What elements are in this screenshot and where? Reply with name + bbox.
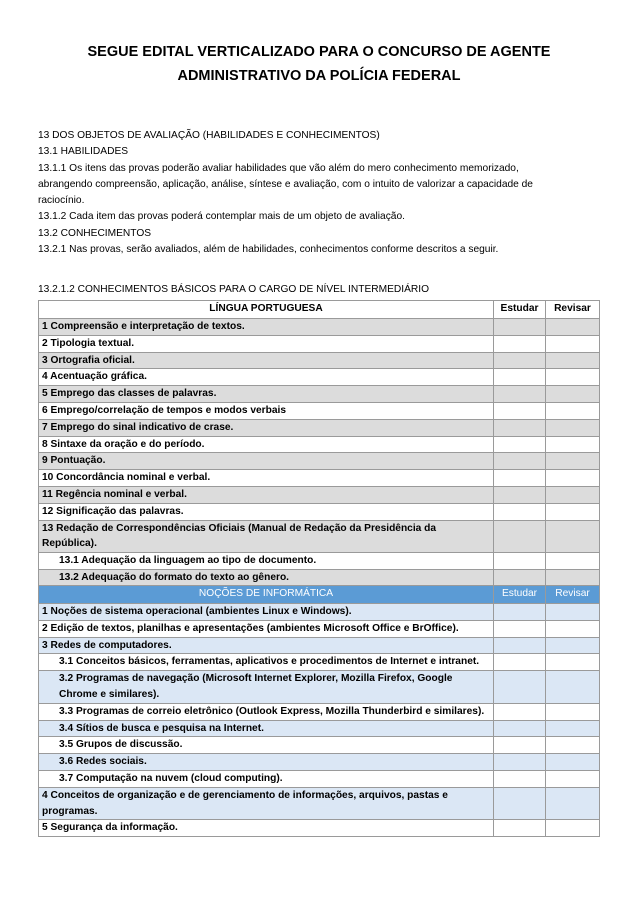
study-checkbox-cell[interactable]	[494, 319, 546, 336]
table-row	[39, 453, 600, 470]
study-checkbox-cell[interactable]	[494, 770, 546, 787]
topic-cell: 5 Emprego das classes de palavras.	[39, 386, 494, 403]
table-row	[39, 470, 600, 487]
review-checkbox-cell[interactable]	[546, 820, 600, 837]
topic-cell: 2 Tipologia textual.	[39, 335, 494, 352]
topic-cell: 10 Concordância nominal e verbal.	[39, 470, 494, 487]
review-checkbox-cell[interactable]	[546, 770, 600, 787]
intro-line: 13.1.1 Os itens das provas poderão avaliar habilidades que vão além do mero conhecimento memorizado,	[38, 162, 519, 174]
intro-line: raciocínio.	[38, 195, 85, 207]
study-checkbox-cell[interactable]	[494, 436, 546, 453]
review-checkbox-cell[interactable]	[546, 520, 600, 553]
study-checkbox-cell[interactable]	[494, 453, 546, 470]
topic-cell: 3 Ortografia oficial.	[39, 352, 494, 369]
topic-cell: 11 Regência nominal e verbal.	[39, 486, 494, 503]
topic-cell: 4 Acentuação gráfica.	[39, 369, 494, 386]
title-line-2: ADMINISTRATIVO DA POLÍCIA FEDERAL	[177, 68, 461, 84]
topic-cell: 3.2 Programas de navegação (Microsoft Internet Explorer, Mozilla Firefox, Google Chrome e similares).	[39, 671, 494, 704]
topic-cell: 8 Sintaxe da oração e do período.	[39, 436, 494, 453]
topic-cell: 3.4 Sítios de busca e pesquisa na Internet.	[39, 720, 494, 737]
study-checkbox-cell[interactable]	[494, 604, 546, 621]
intro-text	[38, 128, 603, 258]
study-checkbox-cell[interactable]	[494, 352, 546, 369]
intro-line: 13 DOS OBJETOS DE AVALIAÇÃO (HABILIDADES E CONHECIMENTOS)	[38, 130, 380, 141]
review-checkbox-cell[interactable]	[546, 604, 600, 621]
study-checkbox-cell[interactable]	[494, 820, 546, 837]
table-row	[39, 720, 600, 737]
review-checkbox-cell[interactable]	[546, 671, 600, 704]
subject-header: LÍNGUA PORTUGUESA	[39, 301, 494, 319]
review-checkbox-cell[interactable]	[546, 419, 600, 436]
topic-cell: 9 Pontuação.	[39, 453, 494, 470]
table-row	[39, 569, 600, 586]
intro-line: 13.1.2 Cada item das provas poderá contemplar mais de um objeto de avaliação.	[38, 211, 405, 223]
study-checkbox-cell[interactable]	[494, 470, 546, 487]
review-column-header: Revisar	[546, 301, 600, 319]
review-checkbox-cell[interactable]	[546, 352, 600, 369]
table-row	[39, 335, 600, 352]
table-header-row	[39, 586, 600, 604]
review-checkbox-cell[interactable]	[546, 637, 600, 654]
topic-cell: 3.1 Conceitos básicos, ferramentas, aplicativos e procedimentos de Internet e intranet.	[39, 654, 494, 671]
topic-cell: 1 Compreensão e interpretação de textos.	[39, 319, 494, 336]
topic-cell: 13.1 Adequação da linguagem ao tipo de documento.	[39, 553, 494, 570]
review-checkbox-cell[interactable]	[546, 620, 600, 637]
review-checkbox-cell[interactable]	[546, 436, 600, 453]
intro-line: 13.2.1 Nas provas, serão avaliados, além de habilidades, conhecimentos conforme descritos a seguir.	[38, 244, 499, 256]
review-checkbox-cell[interactable]	[546, 486, 600, 503]
topic-cell: 7 Emprego do sinal indicativo de crase.	[39, 419, 494, 436]
table-row	[39, 737, 600, 754]
study-checkbox-cell[interactable]	[494, 569, 546, 586]
study-column-header: Estudar	[494, 301, 546, 319]
review-checkbox-cell[interactable]	[546, 720, 600, 737]
review-checkbox-cell[interactable]	[546, 737, 600, 754]
study-checkbox-cell[interactable]	[494, 720, 546, 737]
table-row	[39, 386, 600, 403]
topic-cell: 1 Noções de sistema operacional (ambientes Linux e Windows).	[39, 604, 494, 621]
study-checkbox-cell[interactable]	[494, 671, 546, 704]
title-line-1: SEGUE EDITAL VERTICALIZADO PARA O CONCURSO DE AGENTE	[87, 44, 551, 60]
table-row	[39, 520, 600, 553]
review-checkbox-cell[interactable]	[546, 654, 600, 671]
review-checkbox-cell[interactable]	[546, 787, 600, 820]
table-row	[39, 787, 600, 820]
study-checkbox-cell[interactable]	[494, 620, 546, 637]
topic-cell: 13 Redação de Correspondências Oficiais (Manual de Redação da Presidência da República).	[39, 520, 494, 553]
intro-line: 13.1 HABILIDADES	[38, 146, 129, 158]
table-row	[39, 503, 600, 520]
informatica-table	[38, 585, 600, 837]
review-checkbox-cell[interactable]	[546, 703, 600, 720]
review-checkbox-cell[interactable]	[546, 754, 600, 771]
table-header-row	[39, 301, 600, 319]
topic-cell: 2 Edição de textos, planilhas e apresentações (ambientes Microsoft Office e BrOffice).	[39, 620, 494, 637]
topic-cell: 12 Significação das palavras.	[39, 503, 494, 520]
topic-cell: 3.5 Grupos de discussão.	[39, 737, 494, 754]
review-checkbox-cell[interactable]	[546, 503, 600, 520]
study-checkbox-cell[interactable]	[494, 787, 546, 820]
topic-cell: 6 Emprego/correlação de tempos e modos verbais	[39, 402, 494, 419]
table-row	[39, 604, 600, 621]
table-row	[39, 770, 600, 787]
table-row	[39, 436, 600, 453]
study-checkbox-cell[interactable]	[494, 503, 546, 520]
study-checkbox-cell[interactable]	[494, 553, 546, 570]
table-row	[39, 402, 600, 419]
study-checkbox-cell[interactable]	[494, 520, 546, 553]
topic-cell: 5 Segurança da informação.	[39, 820, 494, 837]
table-row	[39, 369, 600, 386]
study-column-header: Estudar	[494, 586, 546, 604]
review-checkbox-cell[interactable]	[546, 553, 600, 570]
study-checkbox-cell[interactable]	[494, 754, 546, 771]
table-row	[39, 654, 600, 671]
portugues-table	[38, 300, 600, 587]
study-checkbox-cell[interactable]	[494, 402, 546, 419]
table-row	[39, 352, 600, 369]
review-checkbox-cell[interactable]	[546, 386, 600, 403]
review-checkbox-cell[interactable]	[546, 369, 600, 386]
study-checkbox-cell[interactable]	[494, 654, 546, 671]
table-row	[39, 319, 600, 336]
study-checkbox-cell[interactable]	[494, 386, 546, 403]
review-checkbox-cell[interactable]	[546, 470, 600, 487]
table-row	[39, 620, 600, 637]
table-row	[39, 703, 600, 720]
study-checkbox-cell[interactable]	[494, 737, 546, 754]
topic-cell: 13.2 Adequação do formato do texto ao gênero.	[39, 569, 494, 586]
table-row	[39, 671, 600, 704]
document-title	[40, 40, 598, 88]
review-checkbox-cell[interactable]	[546, 335, 600, 352]
table-row	[39, 553, 600, 570]
review-checkbox-cell[interactable]	[546, 569, 600, 586]
study-checkbox-cell[interactable]	[494, 335, 546, 352]
study-checkbox-cell[interactable]	[494, 419, 546, 436]
intro-line: 13.2 CONHECIMENTOS	[38, 227, 152, 239]
topic-cell: 3.3 Programas de correio eletrônico (Outlook Express, Mozilla Thunderbird e similares).	[39, 703, 494, 720]
section-heading: 13.2.1.2 CONHECIMENTOS BÁSICOS PARA O CARGO DE NÍVEL INTERMEDIÁRIO	[38, 284, 429, 295]
subject-header: NOÇÕES DE INFORMÁTICA	[39, 586, 494, 604]
topic-cell: 3.6 Redes sociais.	[39, 754, 494, 771]
topic-cell: 3 Redes de computadores.	[39, 637, 494, 654]
study-checkbox-cell[interactable]	[494, 703, 546, 720]
study-checkbox-cell[interactable]	[494, 486, 546, 503]
review-column-header: Revisar	[546, 586, 600, 604]
table-row	[39, 419, 600, 436]
topic-cell: 4 Conceitos de organização e de gerenciamento de informações, arquivos, pastas e programas.	[39, 787, 494, 820]
table-row	[39, 486, 600, 503]
review-checkbox-cell[interactable]	[546, 319, 600, 336]
intro-line: abrangendo compreensão, aplicação, análise, síntese e avaliação, com o intuito de valorizar a capacidade de	[38, 178, 533, 190]
review-checkbox-cell[interactable]	[546, 402, 600, 419]
study-checkbox-cell[interactable]	[494, 369, 546, 386]
topic-cell: 3.7 Computação na nuvem (cloud computing).	[39, 770, 494, 787]
study-checkbox-cell[interactable]	[494, 637, 546, 654]
table-row	[39, 754, 600, 771]
review-checkbox-cell[interactable]	[546, 453, 600, 470]
table-row	[39, 820, 600, 837]
table-row	[39, 637, 600, 654]
